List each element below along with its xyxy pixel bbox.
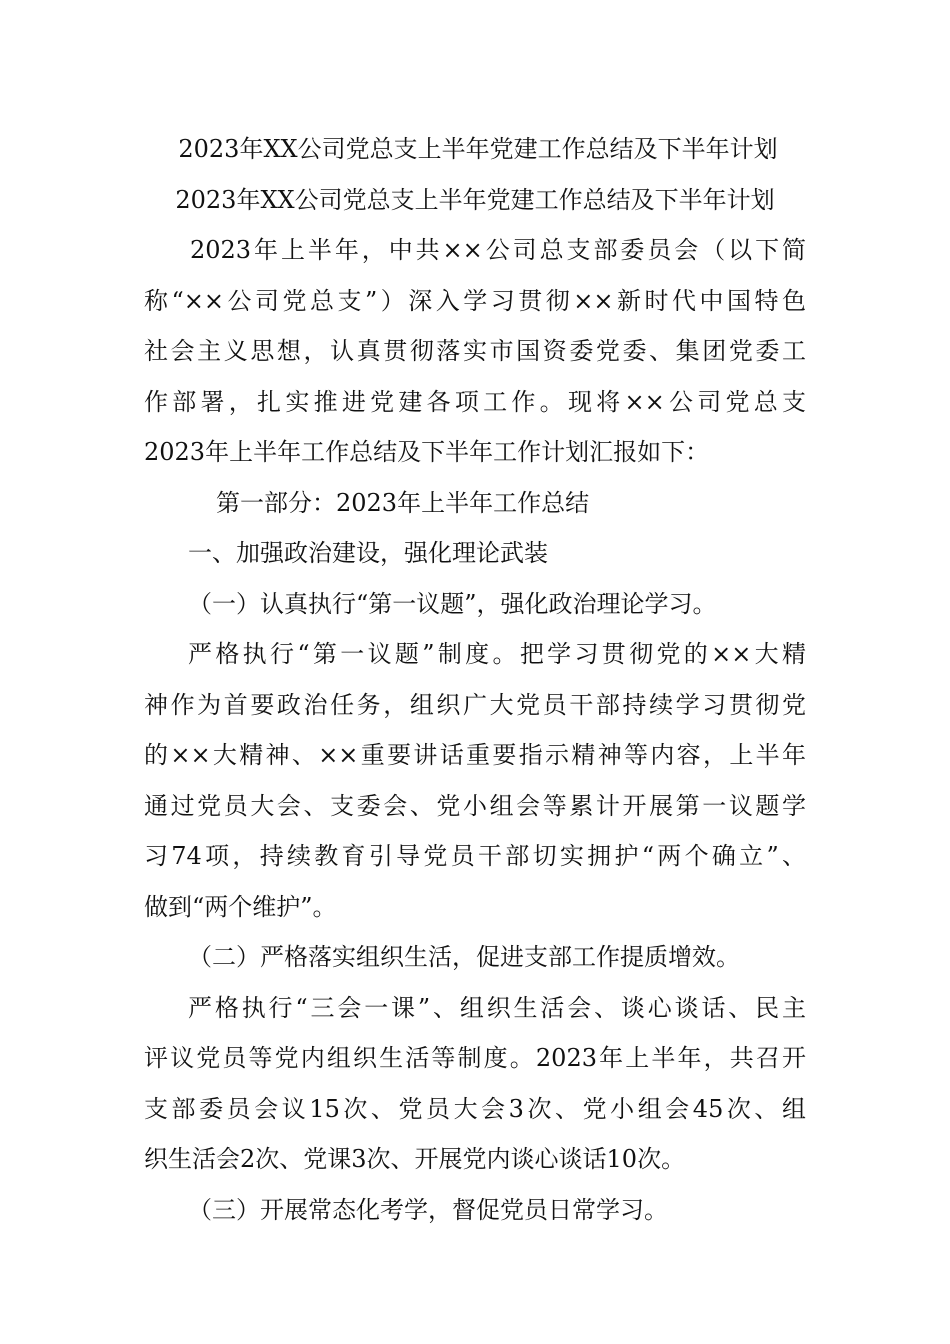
paragraph-line: 评议党员等党内组织生活等制度。2023年上半年，共召开 [144,1044,806,1072]
paragraph-line: 织生活会2次、党课3次、开展党内谈心谈话10次。 [144,1145,686,1173]
paragraph-line: 严格执行“三会一课”、组织生活会、谈心谈话、民主 [188,993,806,1022]
document-title-repeat: 2023年XX公司党总支上半年党建工作总结及下半年计划 [175,185,775,214]
paragraph-line: 支部委员会议15次、党员大会3次、党小组会45次、组 [144,1094,806,1123]
intro-line: 2023年上半年，中共××公司总支部委员会（以下简 [190,236,806,264]
paragraph-line: 严格执行“第一议题”制度。把学习贯彻党的××大精 [188,640,806,668]
subsection-heading: （三）开展常态化考学，督促党员日常学习。 [188,1195,668,1224]
subsection-heading: （一）认真执行“第一议题”，强化政治理论学习。 [188,589,717,618]
intro-line: 2023年上半年工作总结及下半年工作计划汇报如下： [144,438,710,466]
subsection-heading: （二）严格落实组织生活，促进支部工作提质增效。 [188,943,740,971]
section-heading: 一、加强政治建设，强化理论武装 [188,539,548,567]
part-heading: 第一部分：2023年上半年工作总结 [216,488,590,517]
intro-line: 社会主义思想，认真贯彻落实市国资委党委、集团党委工 [144,337,806,365]
document-title: 2023年XX公司党总支上半年党建工作总结及下半年计划 [178,135,778,163]
intro-line: 称“××公司党总支”）深入学习贯彻××新时代中国特色 [144,286,806,315]
paragraph-line: 的××大精神、××重要讲话重要指示精神等内容，上半年 [144,741,806,769]
intro-line: 作部署，扎实推进党建各项工作。现将××公司党总支 [144,387,806,416]
document-body [144,124,806,1235]
paragraph-line: 神作为首要政治任务，组织广大党员干部持续学习贯彻党 [144,690,806,719]
paragraph-line: 习74项，持续教育引导党员干部切实拥护“两个确立”、 [144,842,806,870]
paragraph-line: 通过党员大会、支委会、党小组会等累计开展第一议题学 [144,791,806,820]
paragraph-line: 做到“两个维护”。 [144,892,337,921]
